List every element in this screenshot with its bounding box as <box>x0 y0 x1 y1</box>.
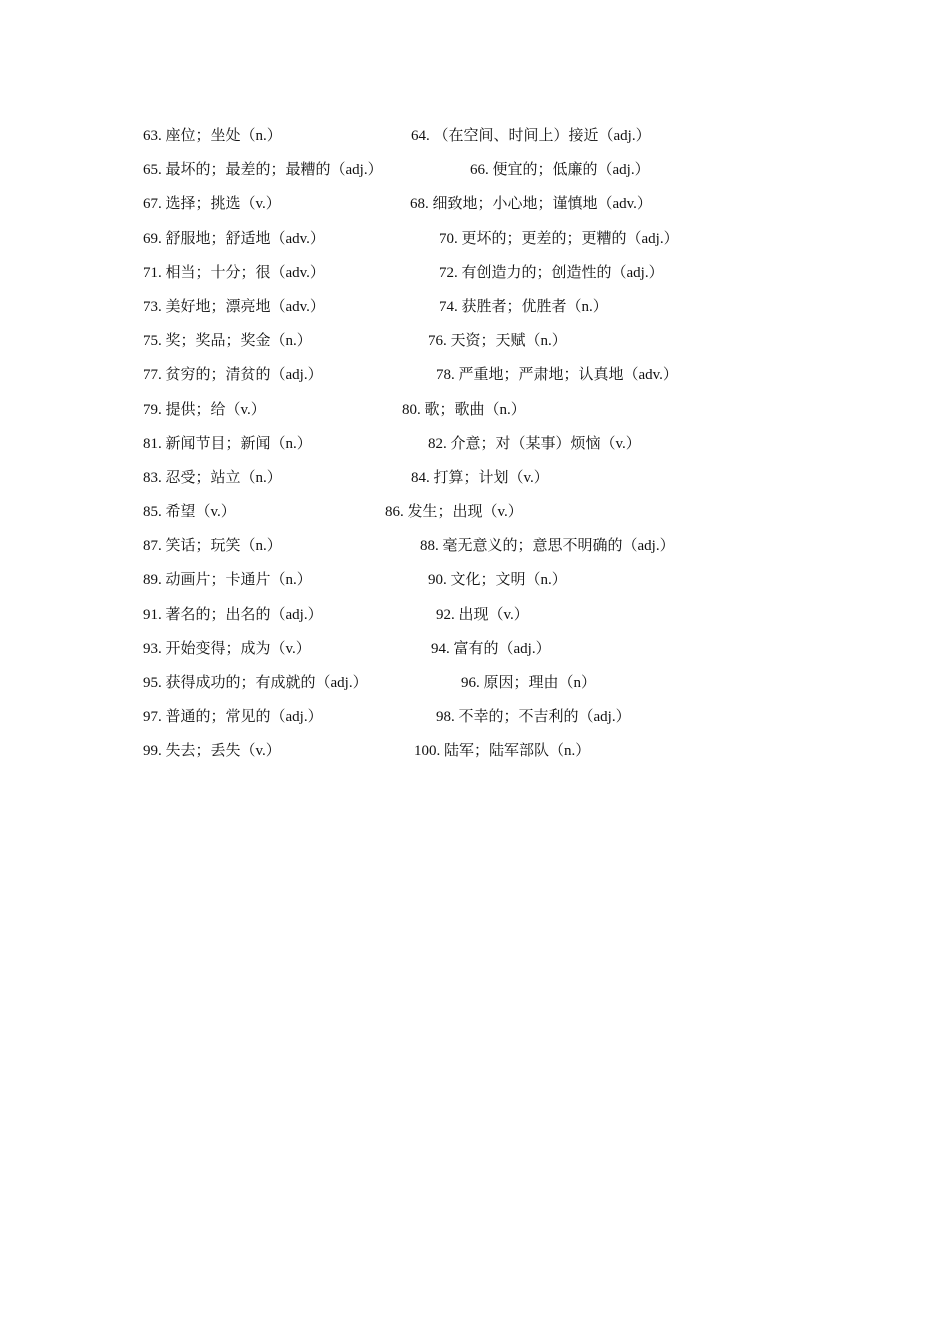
vocab-entry-left: 81. 新闻节目；新闻（n.） <box>143 435 312 452</box>
vocab-entry-right: 74. 获胜者；优胜者（n.） <box>439 298 608 315</box>
vocab-entry-left: 89. 动画片；卡通片（n.） <box>143 572 312 589</box>
list-item <box>143 297 843 331</box>
vocab-entry-right: 68. 细致地；小心地；谨慎地（adv.） <box>410 196 652 213</box>
vocab-entry-right: 82. 介意；对（某事）烦恼（v.） <box>428 435 641 452</box>
vocab-entry-right: 78. 严重地；严肃地；认真地（adv.） <box>436 367 678 384</box>
list-item <box>143 331 843 365</box>
vocab-entry-left: 97. 普通的；常见的（adj.） <box>143 709 323 726</box>
vocabulary-list <box>143 126 843 776</box>
list-item <box>143 400 843 434</box>
list-item <box>143 126 843 160</box>
list-item <box>143 434 843 468</box>
list-item <box>143 536 843 570</box>
vocab-entry-right: 80. 歌；歌曲（n.） <box>402 401 526 418</box>
vocab-entry-left: 95. 获得成功的；有成就的（adj.） <box>143 675 368 691</box>
vocab-entry-right: 84. 打算；计划（v.） <box>411 469 549 486</box>
list-item <box>143 194 843 228</box>
vocab-entry-left: 99. 失去；丢失（v.） <box>143 743 281 760</box>
vocab-entry-right: 76. 天资；天赋（n.） <box>428 333 567 350</box>
vocab-entry-left: 69. 舒服地；舒适地（adv.） <box>143 230 325 247</box>
list-item <box>143 605 843 639</box>
list-item <box>143 365 843 399</box>
list-item <box>143 741 843 775</box>
vocab-entry-right: 100. 陆军；陆军部队（n.） <box>414 743 591 760</box>
vocab-entry-right: 66. 便宜的；低廉的（adj.） <box>470 162 650 179</box>
vocab-entry-left: 73. 美好地；漂亮地（adv.） <box>143 298 325 315</box>
vocab-entry-left: 77. 贫穷的；清贫的（adj.） <box>143 367 323 384</box>
list-item <box>143 468 843 502</box>
vocab-entry-right: 98. 不幸的；不吉利的（adj.） <box>436 709 631 726</box>
list-item <box>143 502 843 536</box>
vocab-entry-right: 96. 原因；理由（n） <box>461 675 597 691</box>
list-item <box>143 673 843 707</box>
vocab-entry-right: 92. 出现（v.） <box>436 606 529 623</box>
list-item <box>143 263 843 297</box>
vocab-entry-left: 75. 奖；奖品；奖金（n.） <box>143 333 312 350</box>
vocab-entry-right: 94. 富有的（adj.） <box>431 640 551 657</box>
vocab-entry-left: 85. 希望（v.） <box>143 504 236 521</box>
vocab-entry-left: 93. 开始变得；成为（v.） <box>143 640 311 657</box>
vocab-entry-right: 86. 发生；出现（v.） <box>385 504 523 521</box>
vocab-entry-right: 72. 有创造力的；创造性的（adj.） <box>439 264 664 281</box>
vocab-entry-left: 65. 最坏的；最差的；最糟的（adj.） <box>143 162 383 179</box>
list-item <box>143 570 843 604</box>
list-item <box>143 707 843 741</box>
vocab-entry-right: 90. 文化；文明（n.） <box>428 572 567 589</box>
vocab-entry-right: 88. 毫无意义的；意思不明确的（adj.） <box>420 538 675 555</box>
vocab-entry-right: 64. （在空间、时间上）接近（adj.） <box>411 128 651 144</box>
vocab-entry-right: 70. 更坏的；更差的；更糟的（adj.） <box>439 230 679 247</box>
vocab-entry-left: 63. 座位；坐处（n.） <box>143 128 282 144</box>
vocab-entry-left: 83. 忍受；站立（n.） <box>143 469 282 486</box>
list-item <box>143 639 843 673</box>
list-item <box>143 229 843 263</box>
vocab-entry-left: 87. 笑话；玩笑（n.） <box>143 538 282 555</box>
vocab-entry-left: 91. 著名的；出名的（adj.） <box>143 606 323 623</box>
vocab-entry-left: 67. 选择；挑选（v.） <box>143 196 281 213</box>
list-item <box>143 160 843 194</box>
vocab-entry-left: 71. 相当；十分；很（adv.） <box>143 264 325 281</box>
vocab-entry-left: 79. 提供；给（v.） <box>143 401 266 418</box>
